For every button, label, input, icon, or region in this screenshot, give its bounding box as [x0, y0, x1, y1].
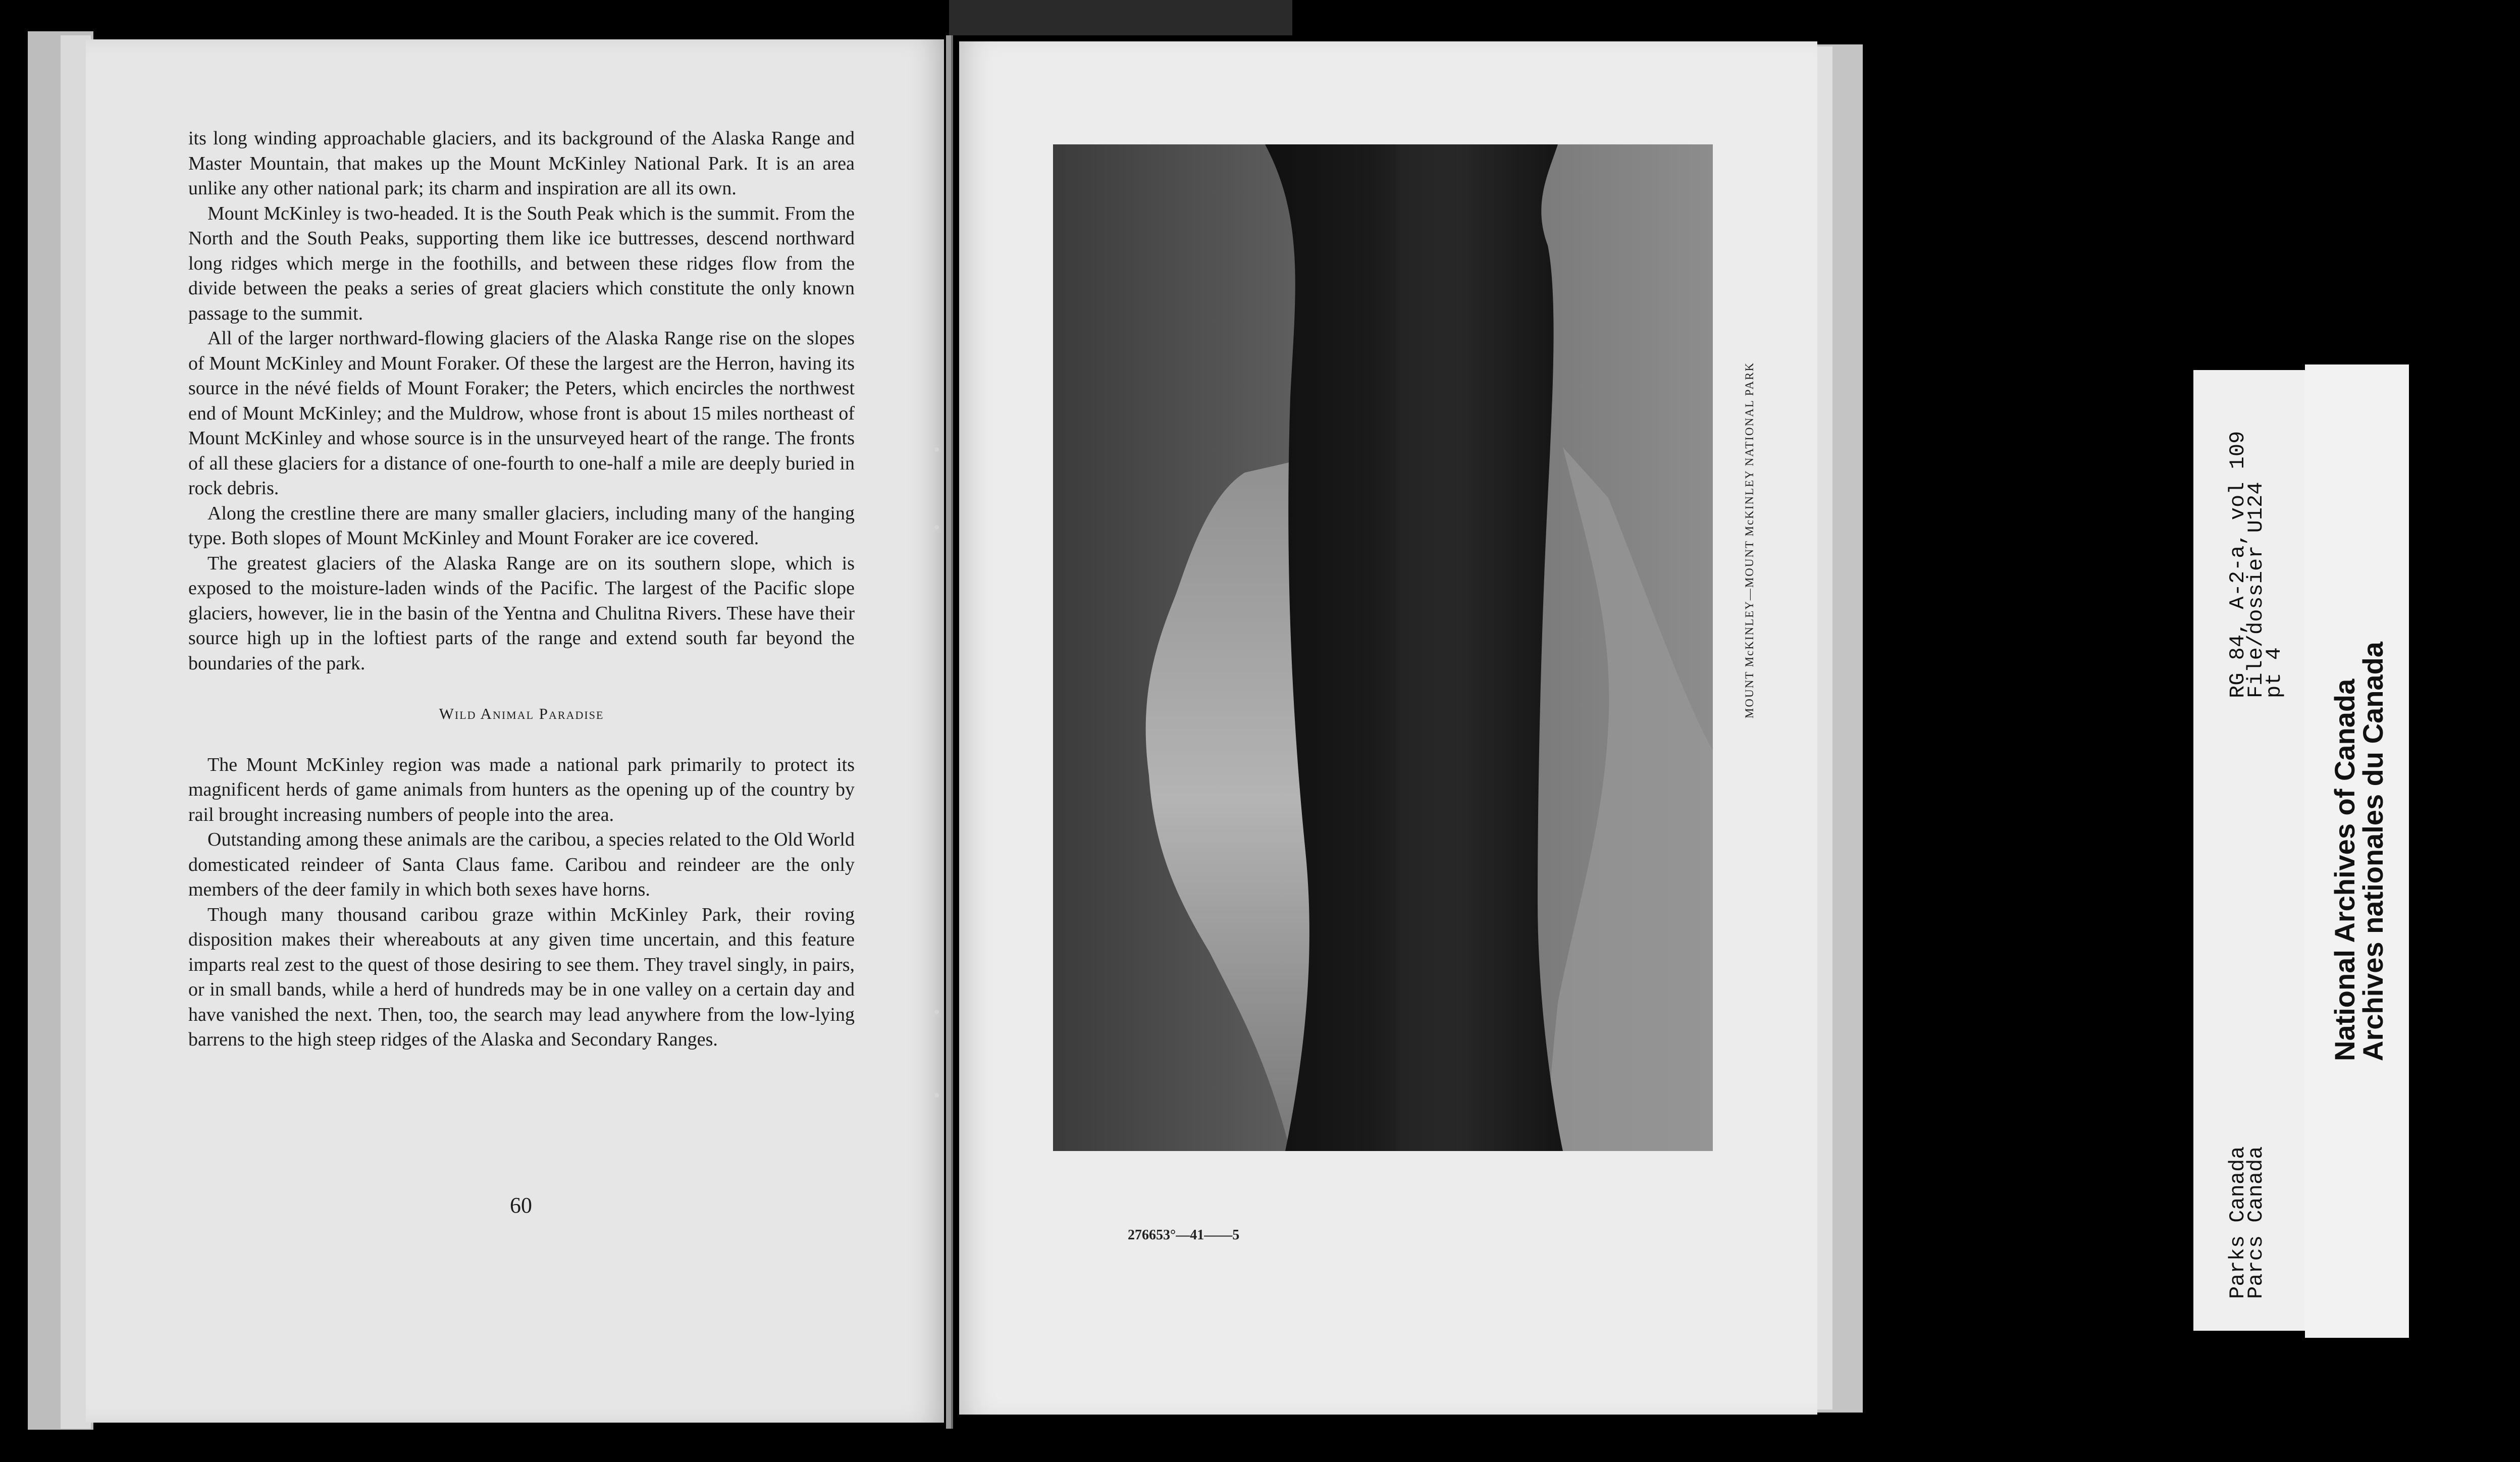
section-heading: Wild Animal Paradise — [439, 705, 604, 722]
paragraph: Along the crestline there are many smaller glaciers, including many of the hanging type. Both slopes of Mount McKinley and Mount Foraker are ice covered. — [188, 502, 855, 549]
archive-part-line: pt 4 — [2262, 647, 2286, 698]
parks-canada-en: Parks Canada — [2226, 1146, 2250, 1299]
national-archives-label — [2305, 364, 2409, 1338]
binding-hole — [934, 1010, 939, 1014]
paragraph: Outstanding among these animals are the caribou, a species related to the Old World domesticated reindeer of Santa Claus fame. Caribou and reindeer are the only members of the deer family in which both sexes have horns. — [188, 829, 855, 900]
paragraph: its long winding approachable glaciers, and its background of the Alaska Range and Master Mountain, that makes up the Mount McKinley National Park. It is an area unlike any other national park; its charm and inspiration are all its own. — [188, 128, 855, 199]
archive-file-line: File/dossier U124 — [2244, 482, 2268, 698]
binding-hole — [934, 1093, 939, 1098]
paragraph: Though many thousand caribou graze within McKinley Park, their roving disposition makes their whereabouts at any given time uncertain, and this feature imparts real zest to the quest of those desiring to see them. They travel singly, in pairs, or in small bands, while a herd of hundreds may be in one valley on a certain day and have vanished the next. Then, too, the search may lead anywhere from the low-lying barrens to the high steep ridges of the Alaska and Secondary Ranges. — [188, 904, 855, 1050]
national-archives-fr: Archives nationales du Canada — [2357, 642, 2389, 1061]
book-spine-top — [949, 0, 1292, 35]
paragraph: Mount McKinley is two-headed. It is the South Peak which is the summit. From the North and the South Peaks, supporting them like ice buttresses, descend northward long ridges which merge in the foothills, and between these ridges flow from the divide between the peaks a series of great glaciers which constitute the only known passage to the summit. — [188, 202, 855, 324]
national-archives-en: National Archives of Canada — [2329, 678, 2360, 1061]
plate-code: 276653°—41——5 — [1128, 1227, 1240, 1243]
parks-canada-fr: Parcs Canada — [2244, 1146, 2268, 1299]
binding-hole — [934, 447, 939, 452]
binding-hole — [934, 525, 939, 530]
book-gutter — [951, 35, 953, 1429]
left-page-text — [188, 126, 855, 1053]
book-gutter-shadow — [946, 35, 951, 1429]
archive-reference-line: RG 84, A-2-a, vol 109 — [2226, 431, 2250, 698]
paragraph: The greatest glaciers of the Alaska Range are on its southern slope, which is exposed to the moisture-laden winds of the Pacific. The largest of the Pacific slope glaciers, however, lie in the basin of the Yentna and Chulitna Rivers. These have their source high up in the loftiest parts of the range and extend south far beyond the boundaries of the park. — [188, 552, 855, 674]
archive-reference-label — [2193, 370, 2309, 1331]
mount-mckinley-photo — [1053, 144, 1713, 1151]
photo-caption: MOUNT McKINLEY—MOUNT McKINLEY NATIONAL PARK — [1743, 361, 1756, 719]
paragraph: The Mount McKinley region was made a national park primarily to protect its magnificent herds of game animals from hunters as the opening up of the country by rail brought increasing numbers of people into the area. — [188, 754, 855, 825]
paragraph: All of the larger northward-flowing glaciers of the Alaska Range rise on the slopes of Mount McKinley and Mount Foraker. Of these the largest are the Herron, having its source in the névé fields of Mount Foraker; the Peters, which encircles the northwest end of Mount McKinley; and the Muldrow, whose front is about 15 miles northeast of Mount McKinley and whose source is in the unsurveyed heart of the range. The fronts of all these glaciers for a distance of one-fourth to one-half a mile are deeply buried in rock debris. — [188, 328, 855, 499]
page-number: 60 — [510, 1193, 532, 1218]
